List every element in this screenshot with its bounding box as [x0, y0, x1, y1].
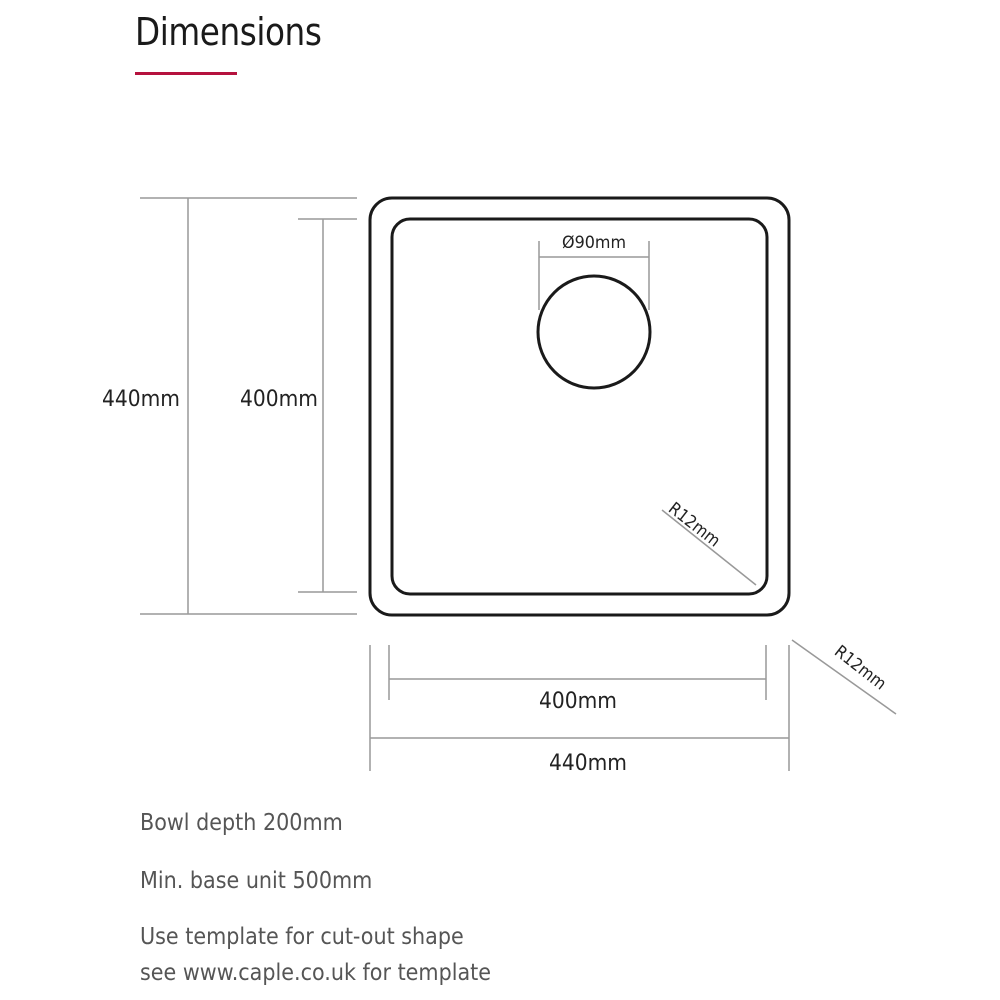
waste-outlet-circle — [538, 276, 650, 388]
inner-height-label: 400mm — [240, 387, 318, 412]
outer-width-label: 440mm — [549, 751, 627, 776]
waste-diameter-label: Ø90mm — [562, 233, 626, 253]
inner-radius-label: R12mm — [664, 498, 730, 556]
sink-outline — [370, 198, 789, 615]
inner-width-label: 400mm — [539, 689, 617, 714]
outer-radius-label: R12mm — [830, 641, 896, 699]
template-note-line1: Use template for cut-out shape — [140, 924, 464, 950]
page-title: Dimensions — [135, 10, 322, 54]
dimension-lines — [140, 198, 896, 771]
min-base-unit-note: Min. base unit 500mm — [140, 868, 373, 894]
outer-height-label: 440mm — [102, 387, 180, 412]
template-note-line2: see www.caple.co.uk for template — [140, 960, 492, 986]
bowl-depth-note: Bowl depth 200mm — [140, 810, 343, 836]
sink-outer-outline — [370, 198, 789, 615]
